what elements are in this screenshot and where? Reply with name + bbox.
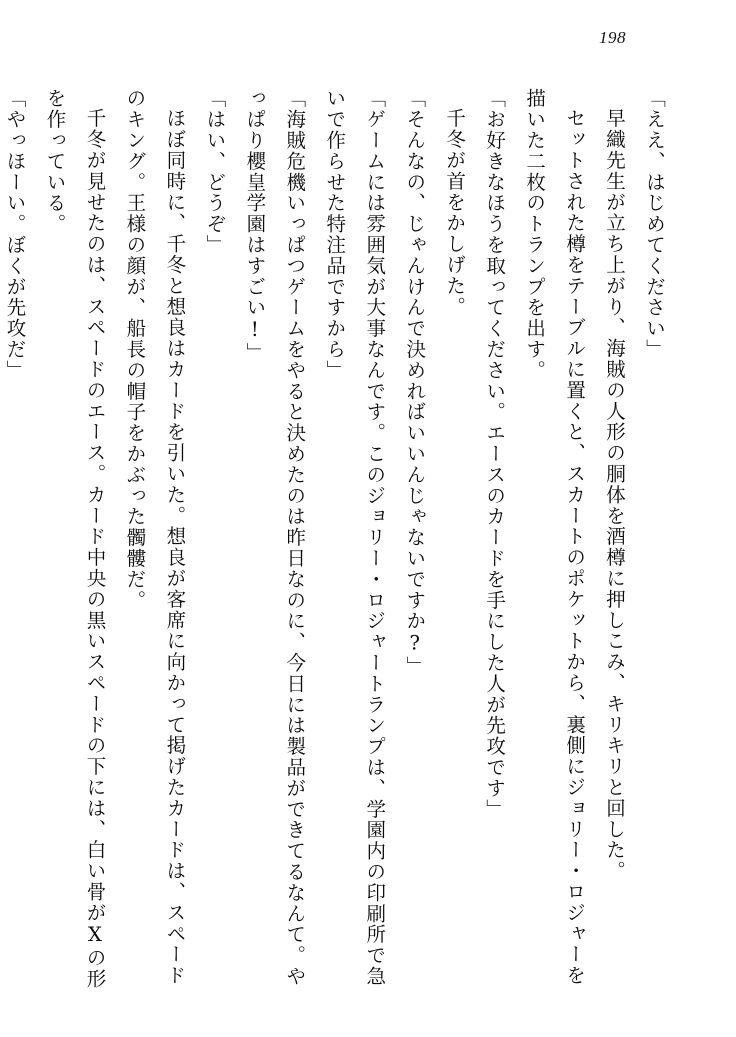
page-number: 198: [599, 28, 626, 47]
paragraph: 千冬が見せたのは、スペードのエース。カード中央の黒いスペードの下には、白い骨がXの形を作っている。: [43, 88, 107, 990]
paragraph: 「はい、どうぞ」: [203, 88, 227, 256]
paragraph: 「ええ、はじめてください」: [643, 88, 666, 360]
paragraph: 「ゲームには雰囲気が大事なんです。このジョリー・ロジャートランプは、学園内の印刷所で急いで作らせた特注品ですから」: [323, 88, 387, 987]
paragraph: 千冬が首をかしげた。: [443, 108, 467, 317]
paragraph: セットされた樽をテーブルに置くと、スカートのポケットから、裏側にジョリー・ロジャーを描いた二枚のトランプを出す。: [523, 88, 587, 986]
page-body-text: [3, 88, 674, 997]
paragraph: ほぼ同時に、千冬と想良はカードを引いた。想良が客席に向かって掲げたカードは、スペードのキング。王様の顔が、船長の帽子をかぶった髑髏だ。: [123, 88, 187, 986]
paragraph: 「やっほーい。ぼくが先攻だ」: [3, 88, 27, 381]
paragraph: 「海賊危機いっぱつゲームをやると決めたのは昨日なのに、今日には製品ができてるなんて。やっぱり櫻皇学園はすごい!」: [243, 88, 307, 987]
paragraph: 「お好きなほうを取ってください。エースのカードを手にした人が先攻です」: [483, 88, 507, 820]
paragraph: 早織先生が立ち上がり、海賊の人形の胴体を酒樽に押しこみ、キリキリと回した。: [603, 108, 627, 882]
paragraph: 「そんなの、じゃんけんで決めればいいんじゃないですか?」: [403, 88, 427, 677]
